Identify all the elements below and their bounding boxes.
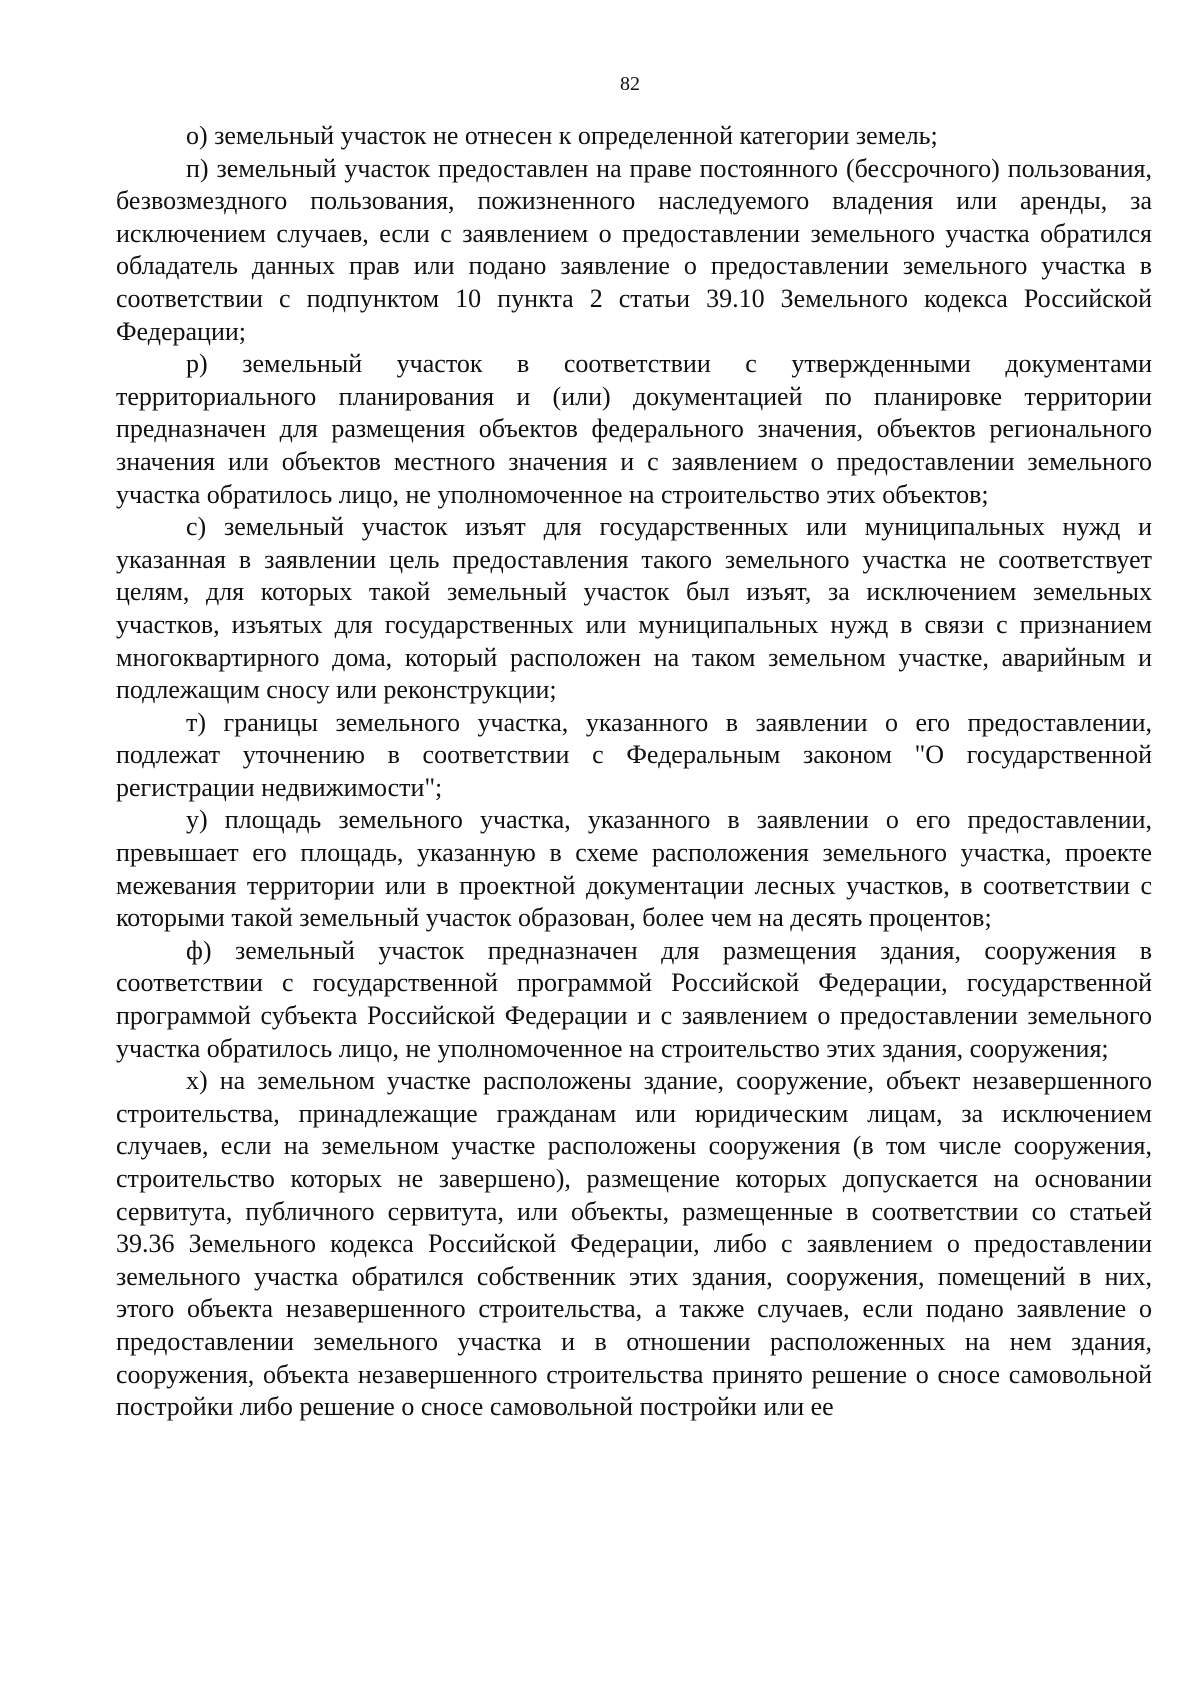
paragraph-item-t: т) границы земельного участка, указанного в заявлении о его предоставлении, подлежат уточнению в соответствии с Федеральным законом "О государственной регистрации недвижимости"; [116,707,1152,802]
paragraph-item-s: с) земельный участок изъят для государственных или муниципальных нужд и указанная в заявлении цель предоставления такого земельного участка не соответствует целям, для которых такой земельный участок был изъят, за исключением земельных участков, изъятых для государственных или муниципальных нужд в связи с признанием многоквартирного дома, который расположен на таком земельном участке, аварийным и подлежащим сносу или реконструкции; [116,512,1152,705]
paragraph-item-p: п) земельный участок предоставлен на праве постоянного (бессрочного) пользования, безвозмездного пользования, пожизненного наследуемого владения или аренды, за исключением случаев, если с заявлением о предоставлении земельного участка обратился обладатель данных прав или подано заявление о предоставлении земельного участка в соответствии с подпунктом 10 пункта 2 статьи 39.10 Земельного кодекса Российской Федерации; [116,153,1152,346]
paragraph-item-u: у) площадь земельного участка, указанного в заявлении о его предоставлении, превышает его площадь, указанную в схеме расположения земельного участка, проекте межевания территории или в проектной документации лесных участков, в соответствии с которыми такой земельный участок образован, более чем на десять процентов; [116,805,1152,933]
paragraph-item-kh: х) на земельном участке расположены здание, сооружение, объект незавершенного строительства, принадлежащие гражданам или юридическим лицам, за исключением случаев, если на земельном участке расположены сооружения (в том числе сооружения, строительство которых не завершено), размещение которых допускается на основании сервитута, публичного сервитута, или объекты, размещенные в соответствии со статьей 39.36 Земельного кодекса Российской Федерации, либо с заявлением о предоставлении земельного участка обратился собственник этих здания, сооружения, помещений в них, этого объекта незавершенного строительства, а также случаев, если подано заявление о предоставлении земельного участка и в отношении расположенных на нем здания, сооружения, объекта незавершенного строительства принято решение о сносе самовольной постройки либо решение о сносе самовольной постройки или ее [116,1066,1152,1422]
paragraph-item-o: о) земельный участок не отнесен к определенной категории земель; [186,121,938,150]
page-number: 82 [620,73,640,95]
document-body [116,120,1152,1424]
paragraph-item-r: р) земельный участок в соответствии с утвержденными документами территориального планирования и (или) документацией по планировке территории предназначен для размещения объектов федерального значения, объектов регионального значения или объектов местного значения и с заявлением о предоставлении земельного участка обратилось лицо, не уполномоченное на строительство этих объектов; [116,349,1152,509]
paragraph-item-f: ф) земельный участок предназначен для размещения здания, сооружения в соответствии с государственной программой Российской Федерации, государственной программой субъекта Российской Федерации и с заявлением о предоставлении земельного участка обратилось лицо, не уполномоченное на строительство этих здания, сооружения; [116,935,1152,1063]
